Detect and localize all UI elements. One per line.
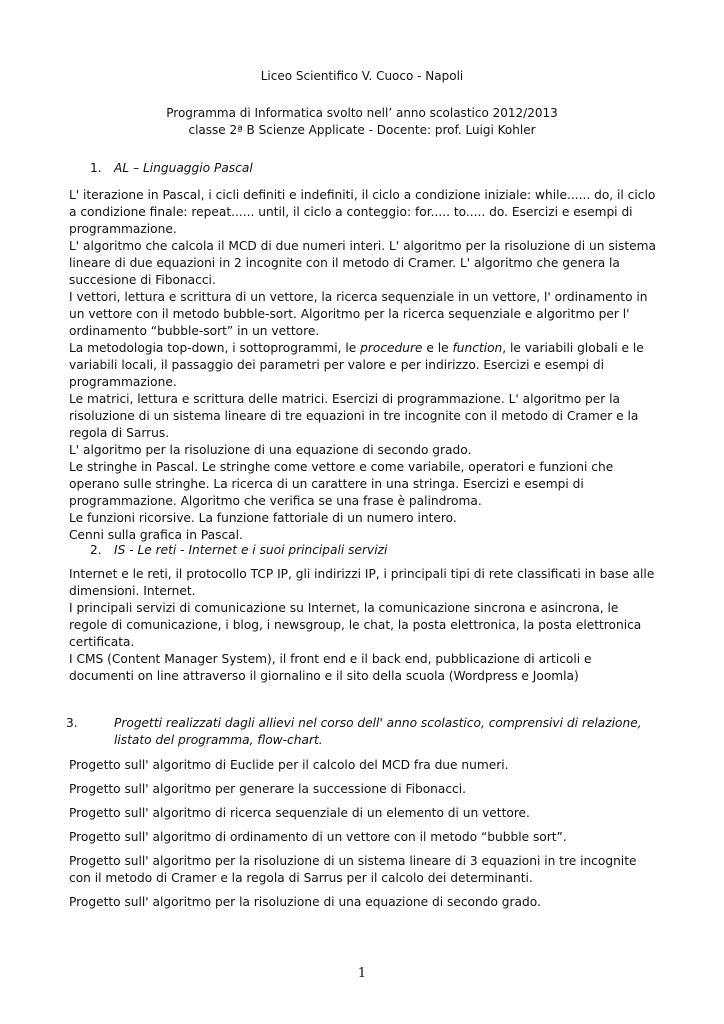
section-1-heading — [90, 160, 660, 177]
section-3-heading-line — [66, 715, 660, 749]
paragraph — [69, 340, 659, 391]
paragraph: Le funzioni ricorsive. La funzione fattoriale di un numero intero. — [69, 511, 457, 525]
paragraph: L' iterazione in Pascal, i cicli definiti e indefiniti, il ciclo a condizione iniziale: while...... do, il ciclo a condizione finale: repeat...... until, il ciclo a conteggio: for..... to..... do. Esercizi e esempi di programmazione. — [69, 188, 656, 236]
emphasis-function: function — [452, 341, 503, 355]
school-name: Liceo Scientifico V. Cuoco - Napoli — [260, 69, 464, 83]
section-2-body — [69, 566, 659, 685]
list-item: Progetto sull' algoritmo per generare la successione di Fibonacci. — [69, 782, 467, 796]
paragraph-text: La metodologia top-down, i sottoprogrammi, le — [69, 341, 361, 355]
paragraph: I CMS (Content Manager System), il front end e il back end, pubblicazione di articoli e documenti on line attraverso il giornalino e il sito della scuola (Wordpress e Joomla) — [69, 652, 592, 683]
class-and-teacher: classe 2ª B Scienze Applicate - Docente: prof. Luigi Kohler — [188, 123, 536, 137]
section-1-title: AL – Linguaggio Pascal — [114, 161, 253, 175]
section-3-title: Progetti realizzati dagli allievi nel corso dell' anno scolastico, comprensivi di relazione, listato del programma, flow-chart. — [114, 716, 642, 747]
paragraph: Internet e le reti, il protocollo TCP IP, gli indirizzi IP, i principali tipi di rete classificati in base alle dimensioni. Internet. — [69, 567, 655, 598]
list-item: Progetto sull' algoritmo di Euclide per il calcolo del MCD fra due numeri. — [69, 758, 509, 772]
emphasis-procedure: procedure — [360, 341, 423, 355]
list-item: Progetto sull' algoritmo di ordinamento di un vettore con il metodo “bubble sort”. — [69, 830, 567, 844]
paragraph: Le matrici, lettura e scrittura delle matrici. Esercizi di programmazione. L' algoritmo per la risoluzione di un sistema lineare di tre equazioni in tre incognite con il metodo di Cramer e la regola di Sarrus. — [69, 392, 639, 440]
section-2-heading — [90, 542, 660, 559]
paragraph: I vettori, lettura e scrittura di un vettore, la ricerca sequenziale in un vettore, l' ordinamento in un vettore con il metodo bubble-sort. Algoritmo per la ricerca sequenziale e algoritmo per l' ordinamento “bubble-sort” in un vettore. — [69, 290, 648, 338]
program-title: Programma di Informatica svolto nell’ anno scolastico 2012/2013 — [166, 106, 558, 120]
paragraph: I principali servizi di comunicazione su Internet, la comunicazione sincrona e asincrona, le regole di comunicazione, i blog, i newsgroup, le chat, la posta elettronica, la posta elettronica certificata. — [69, 601, 642, 649]
projects-list — [69, 757, 659, 918]
paragraph: Cenni sulla grafica in Pascal. — [69, 528, 243, 542]
section-3-heading — [66, 715, 660, 749]
section-2-title: IS - Le reti - Internet e i suoi principali servizi — [114, 543, 388, 557]
paragraph-text: e le — [422, 341, 453, 355]
list-item: Progetto sull' algoritmo per la risoluzione di un sistema lineare di 3 equazioni in tre incognite con il metodo di Cramer e la regola di Sarrus per il calcolo dei determinanti. — [69, 854, 637, 885]
paragraph: Le stringhe in Pascal. Le stringhe come vettore e come variabile, operatori e funzioni che operano sulle stringhe. La ricerca di un carattere in una stringa. Esercizi e esempi di programmazione. Algoritmo che verifica se una frase è palindroma. — [69, 460, 614, 508]
paragraph: L' algoritmo per la risoluzione di una equazione di secondo grado. — [69, 443, 472, 457]
section-2-number: 2. — [90, 543, 102, 557]
section-3-number: 3. — [66, 716, 78, 730]
page-number: 1 — [357, 966, 367, 981]
paragraph: L' algoritmo che calcola il MCD di due numeri interi. L' algoritmo per la risoluzione di un sistema lineare di due equazioni in 2 incognite con il metodo di Cramer. L' algoritmo che genera la succesione di Fibonacci. — [69, 239, 657, 287]
list-item: Progetto sull' algoritmo per la risoluzione di una equazione di secondo grado. — [69, 895, 541, 909]
list-item: Progetto sull' algoritmo di ricerca sequenziale di un elemento di un vettore. — [69, 806, 530, 820]
paragraph-text: , le variabili globali e le variabili locali, il passaggio dei parametri per valore e per indirizzo. Esercizi e esempi di programmazione. — [69, 341, 644, 389]
section-1-body — [69, 187, 659, 544]
section-1-number: 1. — [90, 161, 102, 175]
